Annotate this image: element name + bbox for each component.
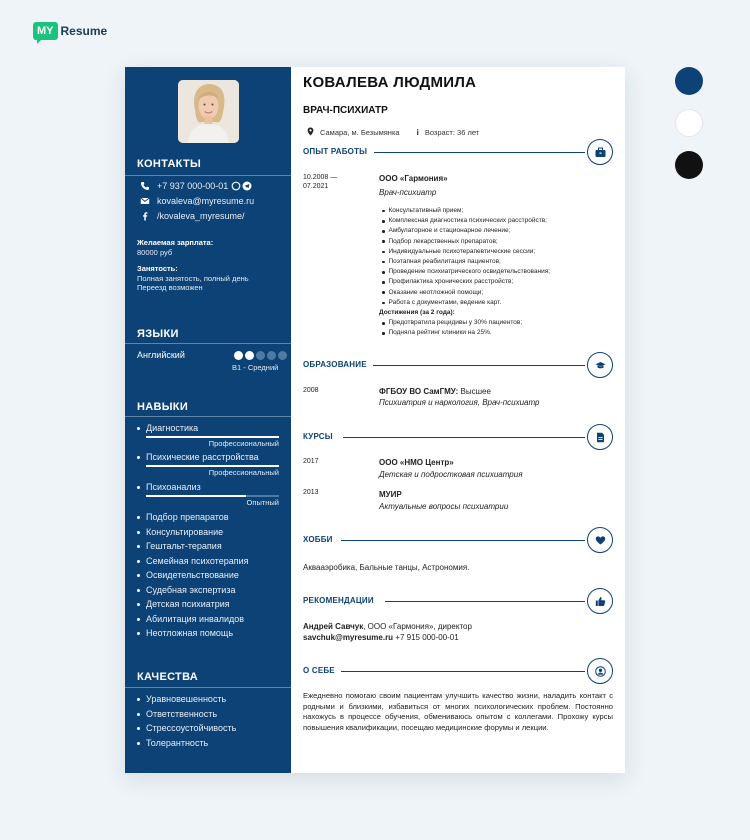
user-icon bbox=[587, 658, 613, 684]
bullet bbox=[137, 742, 140, 745]
section-title: ОБРАЗОВАНИЕ bbox=[303, 360, 367, 369]
section-about bbox=[303, 658, 613, 684]
list-item bbox=[379, 257, 550, 267]
bullet bbox=[137, 516, 140, 519]
facebook-icon bbox=[140, 211, 150, 221]
list-item-text: Предотвратила рецидивы у 30% пациентов; bbox=[388, 319, 523, 327]
bullet bbox=[382, 220, 385, 223]
language-dot bbox=[267, 351, 276, 360]
language-dot bbox=[245, 351, 254, 360]
bullet bbox=[382, 271, 385, 274]
skill-item bbox=[137, 570, 239, 580]
skill-bar-fill bbox=[146, 436, 279, 438]
skill-name: Семейная психотерапия bbox=[146, 556, 249, 566]
skill-item bbox=[137, 482, 201, 492]
list-item bbox=[379, 226, 550, 236]
quality-item bbox=[137, 723, 236, 733]
list-item-text: Достижения (за 2 года): bbox=[379, 309, 455, 317]
bullet bbox=[137, 618, 140, 621]
language-name: Английский bbox=[137, 350, 185, 360]
list-item bbox=[379, 267, 550, 277]
section-line bbox=[374, 152, 585, 153]
logo-my-badge: MY bbox=[33, 22, 58, 40]
skill-item bbox=[137, 512, 229, 522]
contact-social-text: /kovaleva_myresume/ bbox=[157, 211, 245, 221]
course-name: Детская и подростковая психиатрия bbox=[379, 470, 523, 479]
bullet bbox=[382, 251, 385, 254]
list-item-text: Амбулаторное и стационарное лечение; bbox=[388, 227, 511, 235]
skill-item bbox=[137, 541, 222, 551]
color-swatch-navy[interactable] bbox=[675, 67, 703, 95]
recommendation-contacts bbox=[303, 633, 459, 642]
skill-name: Гештальт-терапия bbox=[146, 541, 222, 551]
bullet bbox=[137, 603, 140, 606]
list-item bbox=[379, 318, 550, 328]
bullet bbox=[382, 230, 385, 233]
list-item-text: Проведение психиатрического освидетельствования; bbox=[388, 268, 551, 276]
course-org: ООО «НМО Центр» bbox=[379, 458, 454, 467]
resume-main bbox=[291, 67, 625, 773]
heart-icon bbox=[587, 527, 613, 553]
contact-email[interactable] bbox=[140, 196, 254, 206]
skill-bar bbox=[146, 495, 279, 497]
list-item-text: Индивидуальные психотерапевтические сессии; bbox=[388, 247, 536, 255]
bullet bbox=[137, 545, 140, 548]
skill-name: Освидетельствование bbox=[146, 570, 239, 580]
job-dates-start: 10.2008 — bbox=[303, 174, 338, 181]
language-row bbox=[137, 350, 282, 360]
languages-divider bbox=[125, 343, 291, 344]
contact-phone-text: +7 937 000-00-01 bbox=[157, 181, 229, 191]
bullet bbox=[137, 727, 140, 730]
quality-item bbox=[137, 694, 226, 704]
quality-name: Толерантность bbox=[146, 738, 209, 748]
list-item-text: Профилактика хронических расстройств; bbox=[388, 278, 514, 286]
bullet bbox=[137, 632, 140, 635]
skill-bar bbox=[146, 436, 279, 438]
skill-level: Опытный bbox=[246, 498, 279, 507]
education-specialty: Психиатрия и наркология, Врач-психиатр bbox=[379, 398, 540, 407]
qualities-divider bbox=[125, 687, 291, 688]
info-icon: i bbox=[416, 128, 419, 137]
skill-bar bbox=[146, 465, 279, 467]
skill-item bbox=[137, 527, 223, 537]
about-text: Ежедневно помогаю своим пациентам улучшить качество жизни, наладить контакт с родными и близкими, избавиться от многих психологических проблем. Постоянно нахожусь в процессе обучения, обмениваюсь опытом с коллегами. Прохожу курсы повышения квалификации, посещаю медицинские форумы и лекции. bbox=[303, 691, 613, 732]
candidate-meta bbox=[307, 127, 479, 138]
list-item-text: Подняла рейтинг клиники на 25%. bbox=[388, 329, 492, 337]
section-title: О СЕБЕ bbox=[303, 666, 335, 675]
bullet bbox=[382, 302, 385, 305]
graduation-cap-icon bbox=[587, 352, 613, 378]
job-duties-list bbox=[379, 206, 550, 339]
job-role: Врач-психиатр bbox=[379, 188, 437, 197]
skill-item bbox=[137, 585, 235, 595]
skill-level: Профессиональный bbox=[208, 468, 279, 477]
list-item-text: Комплексная диагностика психических расстройств; bbox=[388, 217, 547, 225]
recommender-phone: +7 915 000-00-01 bbox=[393, 633, 459, 642]
education-year: 2008 bbox=[303, 387, 319, 394]
list-item-text: Работа с документами, ведение карт. bbox=[388, 298, 502, 306]
profile-photo bbox=[178, 80, 239, 143]
education-degree: Высшее bbox=[460, 387, 491, 396]
skill-name: Детская психиатрия bbox=[146, 599, 230, 609]
skill-name: Подбор препаратов bbox=[146, 512, 229, 522]
course-name: Актуальные вопросы психиатрии bbox=[379, 502, 509, 511]
skill-item bbox=[137, 423, 198, 433]
language-dot bbox=[256, 351, 265, 360]
telegram-icon bbox=[242, 181, 252, 191]
skills-title: НАВЫКИ bbox=[137, 401, 189, 413]
color-swatch-black[interactable] bbox=[675, 151, 703, 179]
language-level: B1 - Средний bbox=[232, 363, 279, 372]
course-year: 2013 bbox=[303, 489, 319, 496]
list-item-text: Подбор лекарственных препаратов; bbox=[388, 237, 498, 245]
bullet bbox=[382, 210, 385, 213]
section-line bbox=[373, 365, 585, 366]
briefcase-icon bbox=[587, 139, 613, 165]
recommender-details: , ООО «Гармония», директор bbox=[363, 622, 472, 631]
resume-page bbox=[125, 67, 625, 773]
list-item bbox=[379, 277, 550, 287]
skill-name: Неотложная помощь bbox=[146, 628, 234, 638]
skill-name: Судебная экспертиза bbox=[146, 585, 236, 595]
list-item-text: Поэтапная реабилитация пациентов; bbox=[388, 258, 501, 266]
list-item bbox=[379, 328, 550, 338]
logo-resume-text: Resume bbox=[60, 24, 108, 38]
skill-bar-fill bbox=[146, 465, 279, 467]
relocation-value: Переезд возможен bbox=[137, 283, 203, 292]
quality-name: Уравновешенность bbox=[146, 694, 227, 704]
course-year: 2017 bbox=[303, 458, 319, 465]
bullet bbox=[137, 698, 140, 701]
section-title: ХОББИ bbox=[303, 535, 333, 544]
section-courses bbox=[303, 424, 613, 450]
phone-icon bbox=[140, 181, 150, 191]
list-item-text: Консультативный прием; bbox=[388, 207, 464, 214]
list-item bbox=[379, 288, 550, 298]
bullet bbox=[137, 574, 140, 577]
skill-item bbox=[137, 614, 244, 624]
mail-icon bbox=[140, 196, 150, 206]
languages-title: ЯЗЫКИ bbox=[137, 328, 179, 340]
achievements-title bbox=[379, 308, 550, 318]
salary-label: Желаемая зарплата: bbox=[137, 238, 214, 247]
section-recommendations bbox=[303, 588, 613, 614]
section-line bbox=[341, 671, 585, 672]
employment-value: Полная занятость, полный день bbox=[137, 274, 249, 283]
list-item bbox=[379, 298, 550, 308]
thumbs-up-icon bbox=[587, 588, 613, 614]
recommender-email[interactable]: savchuk@myresume.ru bbox=[303, 633, 394, 642]
quality-item bbox=[137, 709, 217, 719]
qualities-title: КАЧЕСТВА bbox=[137, 671, 199, 683]
list-item bbox=[379, 206, 550, 216]
candidate-age: Возраст: 36 лет bbox=[424, 128, 480, 137]
resume-sidebar bbox=[125, 67, 291, 773]
job-dates-end: 07.2021 bbox=[303, 183, 329, 190]
bullet bbox=[137, 713, 140, 716]
contact-social[interactable] bbox=[140, 211, 245, 221]
contacts-title: КОНТАКТЫ bbox=[137, 158, 202, 170]
section-experience bbox=[303, 139, 613, 165]
whatsapp-icon bbox=[231, 181, 241, 191]
recommendation-line bbox=[303, 622, 472, 631]
section-education bbox=[303, 352, 613, 378]
skill-name: Абилитация инвалидов bbox=[146, 614, 245, 624]
list-item bbox=[379, 237, 550, 247]
bullet bbox=[382, 240, 385, 243]
list-item-text: Оказание неотложной помощи; bbox=[388, 288, 484, 296]
candidate-name: КОВАЛЕВА ЛЮДМИЛА bbox=[303, 74, 477, 91]
color-swatch-white[interactable] bbox=[675, 109, 703, 137]
location-pin-icon bbox=[307, 127, 314, 138]
section-hobbies bbox=[303, 527, 613, 553]
skill-name: Диагностика bbox=[146, 423, 199, 433]
bullet bbox=[382, 322, 385, 325]
bullet bbox=[137, 427, 140, 430]
quality-item bbox=[137, 738, 208, 748]
language-dot bbox=[234, 351, 243, 360]
myresume-logo[interactable] bbox=[33, 22, 107, 40]
section-line bbox=[341, 540, 585, 541]
quality-name: Стрессоустойчивость bbox=[146, 723, 237, 733]
list-item bbox=[379, 216, 550, 226]
skill-item bbox=[137, 599, 230, 609]
skill-name: Консультирование bbox=[146, 527, 224, 537]
bullet bbox=[137, 560, 140, 563]
section-title: ОПЫТ РАБОТЫ bbox=[303, 147, 368, 156]
language-dot bbox=[278, 351, 287, 360]
document-icon bbox=[587, 424, 613, 450]
job-company: ООО «Гармония» bbox=[379, 174, 448, 183]
skill-item bbox=[137, 628, 233, 638]
bullet bbox=[137, 589, 140, 592]
skill-name: Психические расстройства bbox=[146, 452, 259, 462]
section-title: КУРСЫ bbox=[303, 432, 333, 441]
bullet bbox=[382, 291, 385, 294]
candidate-location: Самара, м. Безымянка bbox=[320, 128, 400, 137]
section-line bbox=[343, 437, 585, 438]
skill-bar-fill bbox=[146, 495, 246, 497]
quality-name: Ответственность bbox=[146, 709, 218, 719]
contact-email-text: kovaleva@myresume.ru bbox=[157, 196, 255, 206]
bullet bbox=[137, 486, 140, 489]
bullet bbox=[382, 332, 385, 335]
language-level-dots bbox=[234, 351, 289, 360]
skills-divider bbox=[125, 416, 291, 417]
color-swatches bbox=[675, 67, 703, 193]
employment-label: Занятость: bbox=[137, 264, 178, 273]
salary-value: 80000 руб bbox=[137, 248, 173, 257]
contact-phone[interactable] bbox=[140, 181, 252, 191]
skill-item bbox=[137, 452, 259, 462]
bullet bbox=[137, 456, 140, 459]
list-item bbox=[379, 247, 550, 257]
skill-item bbox=[137, 556, 249, 566]
education-institution-line bbox=[379, 387, 491, 396]
candidate-position: ВРАЧ-ПСИХИАТР bbox=[303, 105, 388, 116]
recommender-name: Андрей Савчук bbox=[303, 622, 364, 631]
section-title: РЕКОМЕНДАЦИИ bbox=[303, 596, 374, 605]
hobbies-text: Аквааэробика, Бальные танцы, Астрономия. bbox=[303, 563, 470, 572]
contacts-divider bbox=[125, 175, 291, 176]
bullet bbox=[382, 261, 385, 264]
section-line bbox=[385, 601, 585, 602]
education-institution: ФГБОУ ВО СамГМУ: bbox=[379, 387, 459, 396]
bullet bbox=[137, 531, 140, 534]
skill-level: Профессиональный bbox=[208, 439, 279, 448]
course-org: МУИР bbox=[379, 490, 402, 499]
bullet bbox=[382, 281, 385, 284]
skill-name: Психоанализ bbox=[146, 482, 201, 492]
